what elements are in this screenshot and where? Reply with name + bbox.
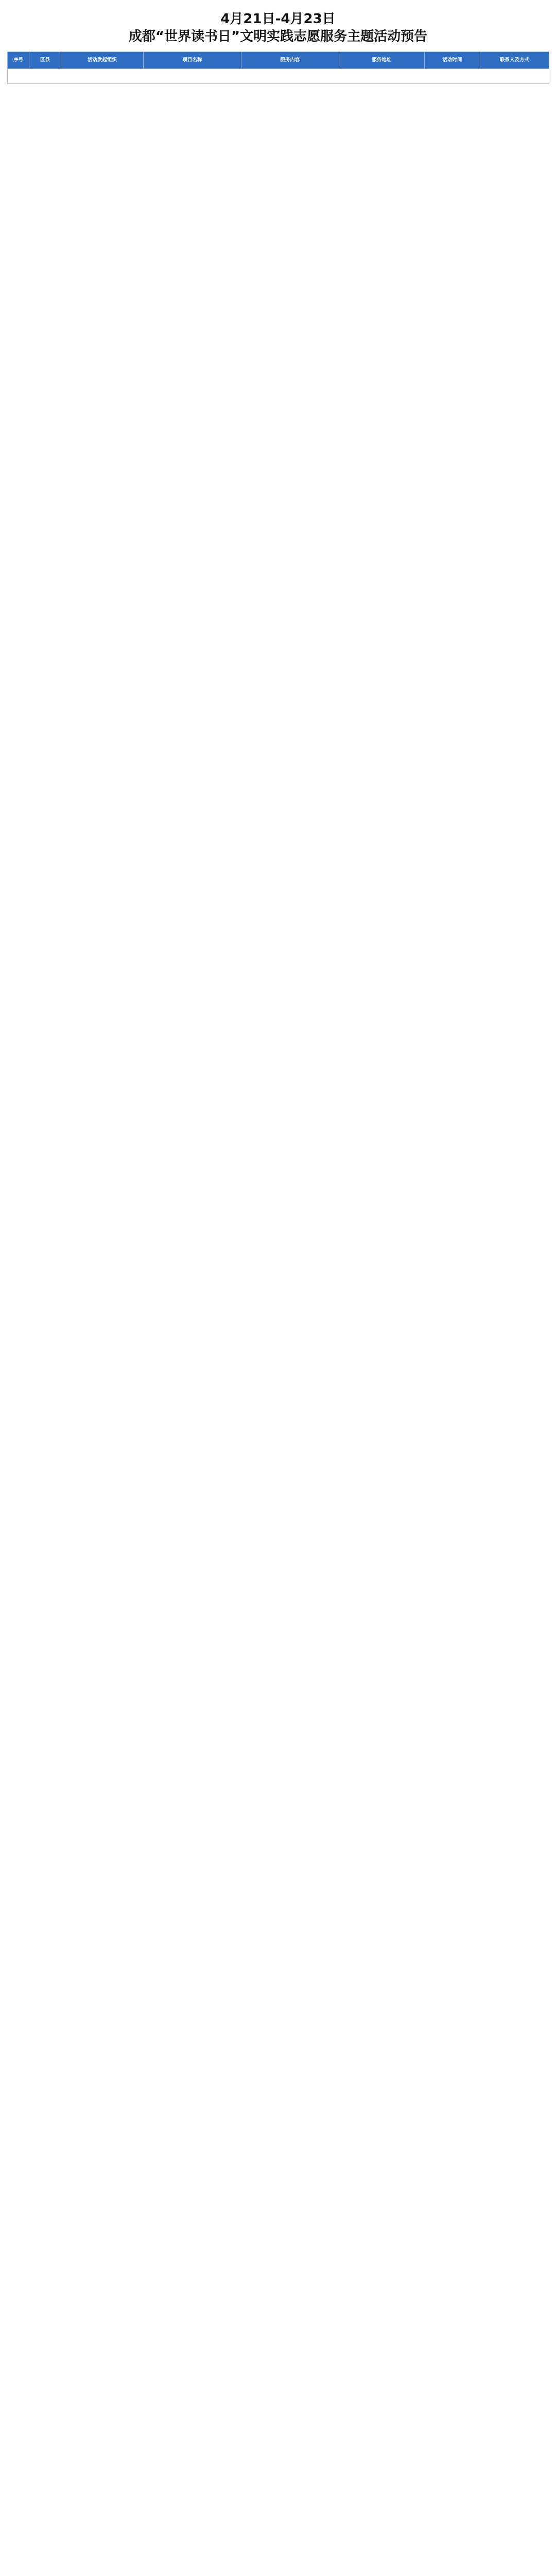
table-header-row (8, 52, 549, 69)
column-header-organizer: 活动发起组织 (61, 52, 144, 69)
column-header-contact: 联系人及方式 (480, 52, 549, 69)
column-header-district: 区县 (29, 52, 61, 69)
column-header-project: 项目名称 (144, 52, 241, 69)
page (0, 0, 556, 94)
column-header-index: 序号 (8, 52, 29, 69)
column-header-content: 服务内容 (241, 52, 339, 69)
title-block (7, 5, 549, 52)
column-header-time: 活动时间 (425, 52, 480, 69)
empty-state-message (8, 69, 549, 84)
table-body (8, 69, 549, 84)
activity-schedule-table (7, 52, 549, 84)
table-row-empty (8, 69, 549, 84)
column-header-address: 服务地址 (339, 52, 425, 69)
page-title: 成都“世界读书日”文明实践志愿服务主题活动预告 (128, 29, 428, 44)
page-title-dates: 4月21日-4月23日 (220, 11, 336, 27)
